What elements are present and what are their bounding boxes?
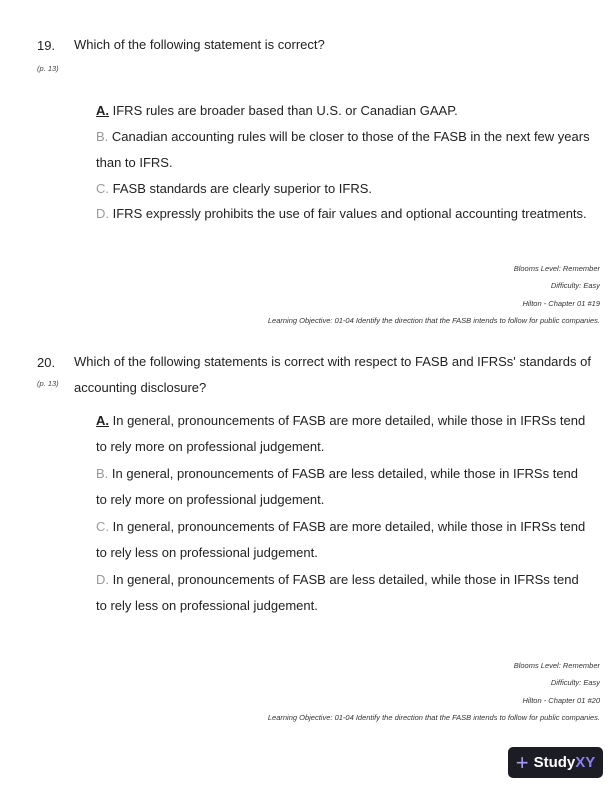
option-letter: D. bbox=[96, 206, 109, 221]
option-letter: C. bbox=[96, 181, 109, 196]
page-reference: (p. 13) bbox=[37, 379, 59, 388]
option-text: In general, pronouncements of FASB are less detailed, while those in IFRSs tend to rely more on professional judgement. bbox=[96, 466, 579, 507]
question-number: 20. bbox=[37, 355, 56, 370]
blooms-level: Blooms Level: Remember bbox=[513, 264, 600, 273]
question-text: Which of the following statement is correct? bbox=[74, 37, 325, 52]
question-meta bbox=[40, 657, 600, 726]
difficulty: Difficulty: Easy bbox=[550, 678, 600, 688]
blooms-level: Blooms Level: Remember bbox=[513, 661, 600, 670]
option-a bbox=[96, 98, 596, 124]
logo-text-main: Study bbox=[533, 754, 576, 771]
option-letter: D. bbox=[96, 572, 109, 587]
option-letter: B. bbox=[96, 466, 109, 481]
question-meta bbox=[40, 260, 600, 329]
option-letter: A. bbox=[96, 103, 109, 118]
option-d bbox=[96, 201, 596, 227]
option-letter: A. bbox=[96, 413, 109, 428]
option-text: In general, pronouncements of FASB are more detailed, while those in IFRSs tend to rely more on professional judgement. bbox=[96, 413, 586, 454]
studyxy-logo bbox=[508, 747, 603, 778]
option-letter: C. bbox=[96, 519, 109, 534]
option-text: Canadian accounting rules will be closer to those of the FASB in the next few years than to IFRS. bbox=[96, 129, 590, 170]
option-c bbox=[96, 514, 586, 566]
logo-text-accent: XY bbox=[575, 754, 596, 771]
plus-icon: + bbox=[515, 749, 529, 775]
chapter-ref: Hilton - Chapter 01 #20 bbox=[522, 695, 600, 705]
option-letter: B. bbox=[96, 129, 109, 144]
learning-objective: Learning Objective: 01-04 Identify the direction that the FASB intends to follow for public companies. bbox=[267, 315, 600, 325]
option-d bbox=[96, 567, 586, 619]
difficulty: Difficulty: Easy bbox=[550, 281, 600, 291]
logo-text bbox=[534, 754, 596, 771]
question-text: Which of the following statements is correct with respect to FASB and IFRSs' standards of accounting disclosure? bbox=[74, 354, 591, 395]
option-a bbox=[96, 408, 586, 460]
page-reference: (p. 13) bbox=[37, 64, 59, 73]
chapter-ref: Hilton - Chapter 01 #19 bbox=[522, 298, 600, 308]
option-c bbox=[96, 176, 596, 202]
option-text: IFRS rules are broader based than U.S. or Canadian GAAP. bbox=[112, 103, 458, 118]
option-text: FASB standards are clearly superior to IFRS. bbox=[112, 181, 373, 196]
option-b bbox=[96, 461, 586, 513]
learning-objective: Learning Objective: 01-04 Identify the direction that the FASB intends to follow for public companies. bbox=[267, 712, 600, 722]
question-number: 19. bbox=[37, 38, 56, 53]
option-text: In general, pronouncements of FASB are less detailed, while those in IFRSs tend to rely less on professional judgement. bbox=[96, 572, 579, 613]
option-b bbox=[96, 124, 596, 176]
option-text: IFRS expressly prohibits the use of fair values and optional accounting treatments. bbox=[112, 206, 587, 221]
option-text: In general, pronouncements of FASB are more detailed, while those in IFRSs tend to rely less on professional judgement. bbox=[96, 519, 586, 560]
